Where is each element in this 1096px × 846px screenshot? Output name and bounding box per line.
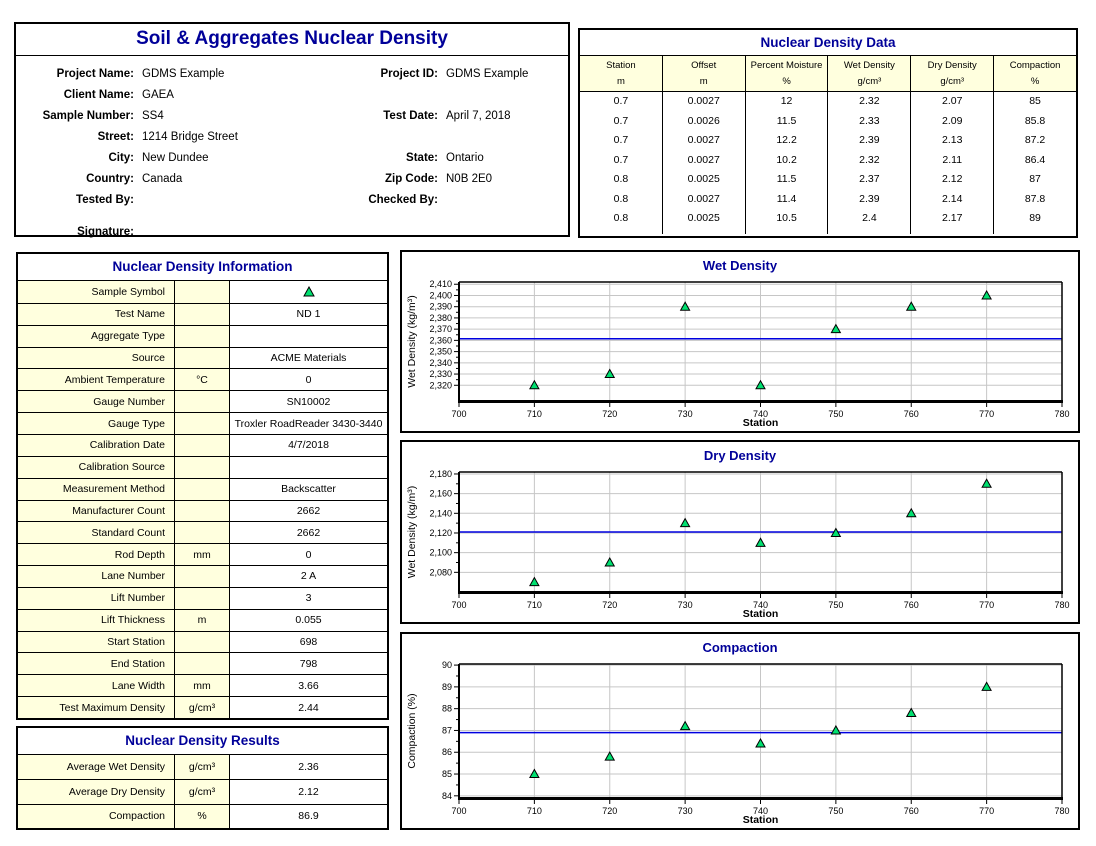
- y-axis-title: Compaction (%): [406, 693, 418, 769]
- table-row: [18, 804, 387, 828]
- column-name: Wet Density: [843, 60, 895, 72]
- x-tick-label: 780: [1054, 409, 1070, 419]
- data-cell: 0.0027: [687, 95, 720, 107]
- report-title: Soil & Aggregates Nuclear Density: [16, 24, 568, 56]
- info-row-unit: [175, 501, 230, 522]
- dry-density-chart-panel: [400, 440, 1080, 624]
- results-row-unit: %: [175, 805, 230, 828]
- results-row-label: Average Wet Density: [18, 755, 175, 779]
- data-cell: 0.8: [613, 192, 629, 205]
- results-row-value: 2.36: [298, 761, 319, 774]
- field-label: Zip Code:: [384, 172, 438, 185]
- x-tick-label: 700: [451, 409, 467, 419]
- info-row-label: Measurement Method: [18, 479, 175, 500]
- x-tick-label: 770: [979, 600, 995, 610]
- table-row: [18, 565, 387, 587]
- data-cell: 0.7: [613, 153, 629, 166]
- info-row-unit: [175, 457, 230, 478]
- x-tick-label: 720: [602, 600, 618, 610]
- y-tick-label: 2,330: [429, 369, 452, 380]
- x-axis-title: Station: [742, 814, 779, 826]
- table-row: [18, 478, 387, 500]
- project-info-panel: [14, 22, 570, 237]
- x-tick-label: 740: [752, 409, 769, 419]
- info-row-value: 4/7/2018: [288, 439, 329, 452]
- field-value: New Dundee: [142, 151, 209, 164]
- column-name: Station: [606, 60, 636, 72]
- y-tick-label: 88: [441, 703, 452, 714]
- table-row: [18, 779, 387, 803]
- data-cell: 2.09: [942, 114, 963, 127]
- data-cell: 2.17: [942, 212, 963, 224]
- x-tick-label: 740: [752, 806, 769, 816]
- table-row: [18, 631, 387, 653]
- field-value: April 7, 2018: [446, 109, 511, 122]
- y-tick-label: 85: [441, 769, 452, 780]
- data-cell: 2.39: [859, 134, 880, 146]
- field-label: Sample Number:: [42, 109, 134, 122]
- field-label: Tested By:: [76, 193, 134, 206]
- info-row-unit: [175, 391, 230, 412]
- data-table-column: [745, 56, 828, 234]
- table-row: [18, 347, 387, 369]
- info-row-unit: [175, 304, 230, 325]
- x-tick-label: 760: [903, 600, 919, 610]
- data-cell: 0.8: [613, 173, 629, 185]
- info-row-label: Test Maximum Density: [18, 697, 175, 718]
- info-row-value: 2.44: [298, 701, 319, 714]
- data-column-header: [911, 56, 993, 92]
- project-field-row: [16, 63, 568, 84]
- x-tick-label: 730: [677, 806, 693, 816]
- field-value: GDMS Example: [142, 67, 225, 80]
- column-name: Offset: [691, 60, 717, 72]
- y-tick-label: 86: [441, 747, 452, 758]
- x-tick-label: 760: [903, 409, 919, 419]
- info-row-unit: mm: [175, 675, 230, 696]
- field-label: Project Name:: [56, 67, 134, 80]
- table-row: [18, 325, 387, 347]
- table-row: [18, 543, 387, 565]
- info-row-unit: [175, 348, 230, 369]
- x-tick-label: 720: [602, 409, 618, 419]
- project-field-row: [16, 189, 568, 210]
- info-table: [18, 281, 387, 718]
- field-value: 1214 Bridge Street: [142, 130, 238, 143]
- data-cell: 2.37: [859, 173, 880, 185]
- info-row-unit: [175, 281, 230, 303]
- data-cell: 2.12: [942, 173, 963, 185]
- field-value: SS4: [142, 109, 164, 122]
- info-row-unit: [175, 522, 230, 543]
- column-unit: g/cm³: [940, 75, 965, 87]
- data-cell: 0.0027: [687, 134, 720, 146]
- y-tick-label: 2,400: [429, 290, 452, 301]
- y-tick-label: 2,350: [429, 346, 452, 357]
- data-table: [580, 56, 1076, 234]
- y-tick-label: 2,160: [429, 488, 452, 499]
- data-cell: 2.14: [942, 192, 963, 205]
- info-row-value: ND 1: [296, 308, 321, 321]
- compaction-chart-panel: [400, 632, 1080, 830]
- data-cell: 0.0027: [687, 153, 720, 166]
- data-table-column: [827, 56, 910, 234]
- info-row-label: Rod Depth: [18, 544, 175, 565]
- field-label: Test Date:: [383, 109, 438, 122]
- y-tick-label: 2,370: [429, 324, 452, 335]
- info-row-unit: [175, 653, 230, 674]
- data-cell: 11.4: [776, 192, 797, 205]
- results-table: [18, 755, 387, 828]
- field-value: GDMS Example: [446, 67, 529, 80]
- column-unit: g/cm³: [857, 75, 882, 87]
- wet-density-chart-panel: [400, 250, 1080, 433]
- table-row: [18, 521, 387, 543]
- y-axis-title: Wet Density (kg/m³): [406, 295, 418, 388]
- info-row-label: Start Station: [18, 632, 175, 653]
- info-row-unit: [175, 479, 230, 500]
- x-tick-label: 750: [828, 806, 844, 816]
- x-tick-label: 700: [451, 806, 467, 816]
- table-row: [18, 434, 387, 456]
- info-row-label: Gauge Type: [18, 413, 175, 434]
- field-value: Canada: [142, 172, 183, 185]
- sample-symbol-triangle-icon: [303, 286, 315, 297]
- info-row-label: Aggregate Type: [18, 326, 175, 347]
- x-tick-label: 770: [979, 806, 995, 816]
- x-tick-label: 730: [677, 409, 693, 419]
- data-table-column: [993, 56, 1076, 234]
- results-row-label: Compaction: [18, 805, 175, 828]
- data-column-header: [746, 56, 828, 92]
- field-value: GAEA: [142, 88, 174, 101]
- x-tick-label: 750: [828, 600, 844, 610]
- y-tick-label: 2,320: [429, 380, 452, 391]
- info-row-value: 3.66: [298, 679, 319, 692]
- info-row-unit: mm: [175, 544, 230, 565]
- x-tick-label: 770: [979, 409, 995, 419]
- data-cell: 0.7: [613, 114, 629, 127]
- data-cell: 87.8: [1024, 192, 1046, 205]
- table-row: [18, 390, 387, 412]
- info-row-value: 0.055: [295, 614, 322, 627]
- y-tick-label: 2,100: [429, 547, 452, 558]
- info-row-unit: m: [175, 610, 230, 631]
- info-row-label: Lift Thickness: [18, 610, 175, 631]
- data-cell: 11.5: [776, 114, 797, 127]
- nuclear-density-results-panel: [16, 726, 389, 830]
- table-row: [18, 674, 387, 696]
- info-row-value: 698: [299, 636, 318, 649]
- info-row-unit: [175, 566, 230, 587]
- table-row: [18, 412, 387, 434]
- data-table-column: [910, 56, 993, 234]
- table-row: [18, 696, 387, 718]
- x-tick-label: 710: [526, 409, 542, 419]
- table-row: [18, 500, 387, 522]
- info-row-label: Test Name: [18, 304, 175, 325]
- info-row-value: ACME Materials: [270, 351, 347, 364]
- data-cell: 0.7: [613, 95, 629, 107]
- info-row-label: Manufacturer Count: [18, 501, 175, 522]
- field-label: State:: [406, 151, 438, 164]
- results-row-value: 86.9: [298, 810, 319, 823]
- data-table-column: [662, 56, 745, 234]
- data-cell: 85.8: [1024, 114, 1046, 127]
- column-unit: m: [699, 75, 708, 87]
- info-row-value: SN10002: [286, 395, 331, 408]
- signature-label: Signature:: [77, 225, 134, 238]
- data-cell: 2.39: [859, 192, 880, 205]
- info-row-unit: [175, 435, 230, 456]
- y-tick-label: 2,410: [429, 279, 452, 290]
- wet-density-chart: [402, 278, 1078, 431]
- y-tick-label: 2,380: [429, 312, 452, 323]
- y-axis-title: Wet Density (kg/m³): [406, 485, 418, 579]
- y-tick-label: 84: [441, 790, 452, 801]
- field-value: Ontario: [446, 151, 484, 164]
- data-cell: 12.2: [776, 134, 797, 146]
- column-name: Percent Moisture: [750, 60, 823, 72]
- info-row-value: 0: [305, 373, 312, 386]
- x-tick-label: 710: [526, 806, 542, 816]
- compaction-chart: [402, 660, 1078, 828]
- data-cell: 2.32: [859, 153, 880, 166]
- info-table-title: Nuclear Density Information: [18, 254, 387, 281]
- data-cell: 85: [1029, 95, 1041, 107]
- info-row-label: Source: [18, 348, 175, 369]
- data-column-header: [663, 56, 745, 92]
- results-table-title: Nuclear Density Results: [18, 728, 387, 755]
- data-cell: 0.0026: [687, 114, 720, 127]
- results-row-unit: g/cm³: [175, 755, 230, 779]
- nuclear-density-data-panel: [578, 28, 1078, 238]
- data-cell: 87: [1029, 173, 1041, 185]
- info-row-label: End Station: [18, 653, 175, 674]
- info-row-unit: [175, 413, 230, 434]
- info-row-value: 3: [305, 592, 312, 605]
- data-cell: 87.2: [1024, 134, 1046, 146]
- data-column-header: [580, 56, 662, 92]
- field-label: City:: [108, 151, 134, 164]
- data-cell: 2.32: [859, 95, 880, 107]
- field-label: Client Name:: [63, 88, 134, 101]
- info-row-label: Calibration Source: [18, 457, 175, 478]
- column-unit: %: [782, 75, 791, 87]
- data-cell: 11.5: [776, 173, 797, 185]
- info-row-value: [230, 326, 387, 347]
- info-row-value: 2662: [296, 526, 321, 539]
- dry-density-chart: [402, 468, 1078, 622]
- project-field-row: [16, 84, 568, 105]
- x-tick-label: 760: [903, 806, 919, 816]
- data-cell: 2.07: [942, 95, 963, 107]
- y-tick-label: 87: [441, 725, 452, 736]
- column-name: Dry Density: [927, 60, 977, 72]
- info-row-unit: [175, 632, 230, 653]
- field-label: Street:: [97, 130, 134, 143]
- y-tick-label: 2,360: [429, 335, 452, 346]
- data-cell: 86.4: [1024, 153, 1046, 166]
- x-tick-label: 780: [1054, 806, 1070, 816]
- x-tick-label: 710: [526, 600, 542, 610]
- info-row-unit: g/cm³: [175, 697, 230, 718]
- info-row-value: 0: [305, 548, 312, 561]
- field-label: Country:: [86, 172, 134, 185]
- data-cell: 0.7: [613, 134, 629, 146]
- data-cell: 2.11: [942, 153, 963, 166]
- info-row-unit: [175, 326, 230, 347]
- y-tick-label: 2,180: [429, 468, 452, 479]
- signature-row: [16, 221, 568, 242]
- info-row-value: 2 A: [300, 570, 317, 583]
- table-row: [18, 368, 387, 390]
- info-row-value: 798: [299, 657, 318, 670]
- info-row-label: Calibration Date: [18, 435, 175, 456]
- results-row-unit: g/cm³: [175, 780, 230, 803]
- info-row-value: [230, 457, 387, 478]
- y-tick-label: 2,080: [429, 567, 452, 578]
- compaction-chart-title: Compaction: [702, 640, 778, 655]
- x-tick-label: 700: [451, 600, 467, 610]
- data-table-title: Nuclear Density Data: [580, 30, 1076, 56]
- wet-density-chart-title: Wet Density: [702, 258, 778, 273]
- column-unit: %: [1030, 75, 1040, 87]
- project-field-row: [16, 105, 568, 126]
- data-cell: 89: [1029, 212, 1041, 224]
- info-row-value: Troxler RoadReader 3430-3440: [234, 417, 383, 430]
- field-label: Project ID:: [380, 67, 438, 80]
- y-tick-label: 2,140: [429, 508, 452, 519]
- data-cell: 10.2: [776, 153, 797, 166]
- y-tick-label: 89: [441, 681, 452, 692]
- table-row: [18, 652, 387, 674]
- info-row-unit: [175, 588, 230, 609]
- x-axis-title: Station: [742, 608, 779, 620]
- y-tick-label: 2,390: [429, 301, 452, 312]
- y-tick-label: 90: [441, 660, 452, 671]
- data-column-header: [994, 56, 1076, 92]
- info-row-value: [230, 281, 387, 303]
- info-row-label: Ambient Temperature: [18, 369, 175, 390]
- info-row-unit: °C: [175, 369, 230, 390]
- x-tick-label: 740: [752, 600, 769, 610]
- data-cell: 0.8: [613, 212, 629, 224]
- x-tick-label: 750: [828, 409, 844, 419]
- x-tick-label: 730: [677, 600, 693, 610]
- data-cell: 2.13: [942, 134, 963, 146]
- x-tick-label: 720: [602, 806, 618, 816]
- nuclear-density-information-panel: [16, 252, 389, 720]
- column-unit: m: [616, 75, 625, 87]
- info-row-value: 2662: [296, 504, 321, 517]
- table-row: [18, 587, 387, 609]
- data-table-column: [580, 56, 662, 234]
- data-column-header: [828, 56, 910, 92]
- info-row-label: Lane Width: [18, 675, 175, 696]
- results-row-label: Average Dry Density: [18, 780, 175, 803]
- y-tick-label: 2,120: [429, 527, 452, 538]
- data-cell: 0.0025: [687, 212, 720, 224]
- column-name: Compaction: [1009, 60, 1061, 72]
- project-field-row: [16, 168, 568, 189]
- info-row-label: Sample Symbol: [18, 281, 175, 303]
- table-row: [18, 609, 387, 631]
- info-row-value: Backscatter: [281, 483, 336, 496]
- info-row-label: Lane Number: [18, 566, 175, 587]
- info-row-label: Gauge Number: [18, 391, 175, 412]
- info-row-label: Standard Count: [18, 522, 175, 543]
- table-row: [18, 303, 387, 325]
- project-field-row: [16, 147, 568, 168]
- x-axis-title: Station: [742, 417, 779, 429]
- field-label: Checked By:: [368, 193, 438, 206]
- table-row: [18, 281, 387, 303]
- project-field-row: [16, 126, 568, 147]
- y-tick-label: 2,340: [429, 357, 452, 368]
- data-cell: 10.5: [776, 212, 797, 224]
- results-row-value: 2.12: [298, 785, 319, 798]
- data-cell: 2.33: [859, 114, 880, 127]
- info-row-label: Lift Number: [18, 588, 175, 609]
- dry-density-chart-title: Dry Density: [703, 448, 777, 463]
- table-row: [18, 755, 387, 779]
- project-fields: [16, 56, 568, 242]
- data-cell: 2.4: [862, 212, 877, 224]
- table-row: [18, 456, 387, 478]
- data-cell: 0.0027: [687, 192, 720, 205]
- field-value: N0B 2E0: [446, 172, 493, 185]
- x-tick-label: 780: [1054, 600, 1070, 610]
- data-cell: 0.0025: [687, 173, 720, 185]
- data-cell: 12: [780, 95, 793, 107]
